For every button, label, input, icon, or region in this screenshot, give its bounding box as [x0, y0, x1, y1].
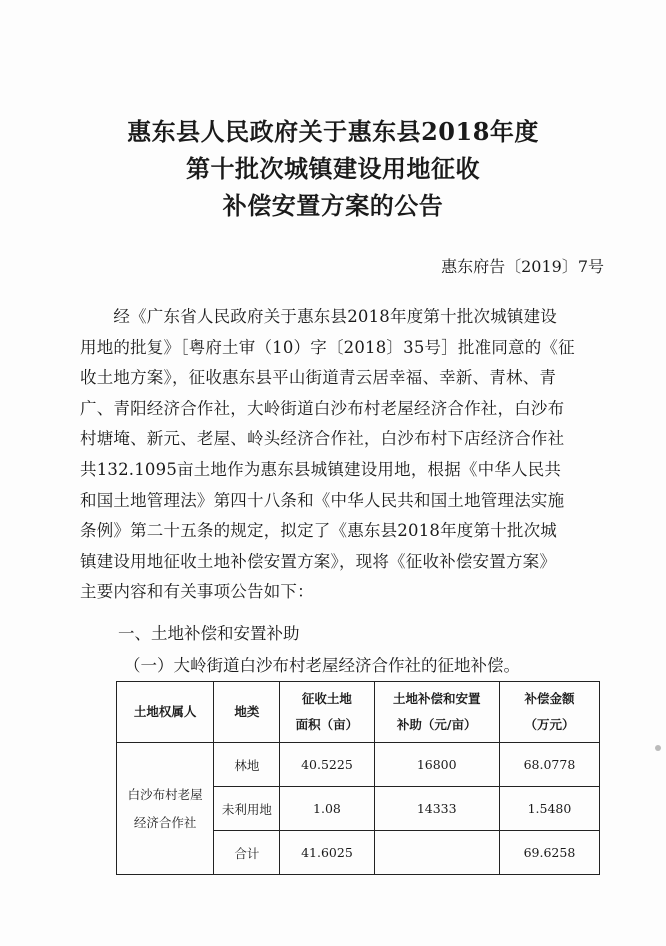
header-amount-line-1: 补偿金额 [524, 691, 575, 706]
header-amount [499, 682, 599, 743]
body-line: 共132.1095亩土地作为惠东县城镇建设用地，根据《中华人民共 [80, 459, 562, 479]
cell-area: 41.6025 [280, 831, 374, 875]
title-line-3: 补偿安置方案的公告 [222, 191, 444, 220]
body-line: 镇建设用地征收土地补偿安置方案》，现将《征收补偿安置方案》 [80, 551, 557, 571]
body-line: 主要内容和有关事项公告如下： [80, 582, 314, 602]
table-row [117, 743, 600, 787]
cell-land-type: 未利用地 [214, 787, 280, 831]
cell-amount: 69.6258 [499, 831, 599, 875]
header-area-line-2: 面积（亩） [295, 717, 359, 732]
header-rate [374, 682, 499, 743]
body-paragraph [80, 302, 608, 608]
compensation-table [116, 681, 600, 875]
title-line-2: 第十批次城镇建设用地征收 [186, 154, 480, 183]
header-area-line-1: 征收土地 [301, 691, 352, 706]
owner-line-2: 经济合作社 [133, 814, 197, 830]
cell-land-type: 林地 [214, 743, 280, 787]
owner-line-1: 白沙布村老屋 [127, 786, 203, 802]
header-amount-line-2: （万元） [524, 717, 575, 732]
cell-area: 40.5225 [280, 743, 374, 787]
header-rate-line-1: 土地补偿和安置 [392, 691, 481, 706]
cell-amount: 68.0778 [499, 743, 599, 787]
body-line: 广、青阳经济合作社，大岭街道白沙布村老屋经济合作社，白沙布 [80, 398, 565, 418]
section-heading-1-1: （一）大岭街道白沙布村老屋经济合作社的征地补偿。 [124, 656, 520, 675]
body-line: 村塘埯、新元、老屋、岭头经济合作社，白沙布村下店经济合作社 [80, 429, 565, 449]
cell-land-type: 合计 [214, 831, 280, 875]
body-line: 用地的批复》［粤府土审（10）字〔2018〕35号］批准同意的《征 [80, 337, 575, 357]
document-number: 惠东府告〔2019〕7号 [441, 257, 604, 276]
section-heading-1: 一、土地补偿和安置补助 [118, 624, 300, 643]
body-line: 收土地方案》，征收惠东县平山街道青云居幸福、幸新、青林、青 [80, 368, 557, 388]
header-area [280, 682, 374, 743]
header-rate-line-2: 补助（元/亩） [396, 717, 477, 732]
cell-rate: 16800 [374, 743, 499, 787]
owner-cell [117, 743, 214, 875]
table-header-row [117, 682, 600, 743]
cell-rate: 14333 [374, 787, 499, 831]
body-line: 经《广东省人民政府关于惠东县2018年度第十批次城镇建设 [80, 307, 557, 326]
header-land-type: 地类 [214, 682, 280, 743]
cell-rate [374, 831, 499, 875]
document-title [60, 113, 606, 224]
body-line: 条例》第二十五条的规定，拟定了《惠东县2018年度第十批次城 [80, 521, 557, 541]
header-owner: 土地权属人 [117, 682, 214, 743]
cell-area: 1.08 [280, 787, 374, 831]
cell-amount: 1.5480 [499, 787, 599, 831]
title-line-1: 惠东县人民政府关于惠东县2018年度 [127, 117, 539, 146]
body-line: 和国土地管理法》第四十八条和《中华人民共和国土地管理法实施 [80, 490, 565, 510]
scan-speck [655, 745, 661, 751]
